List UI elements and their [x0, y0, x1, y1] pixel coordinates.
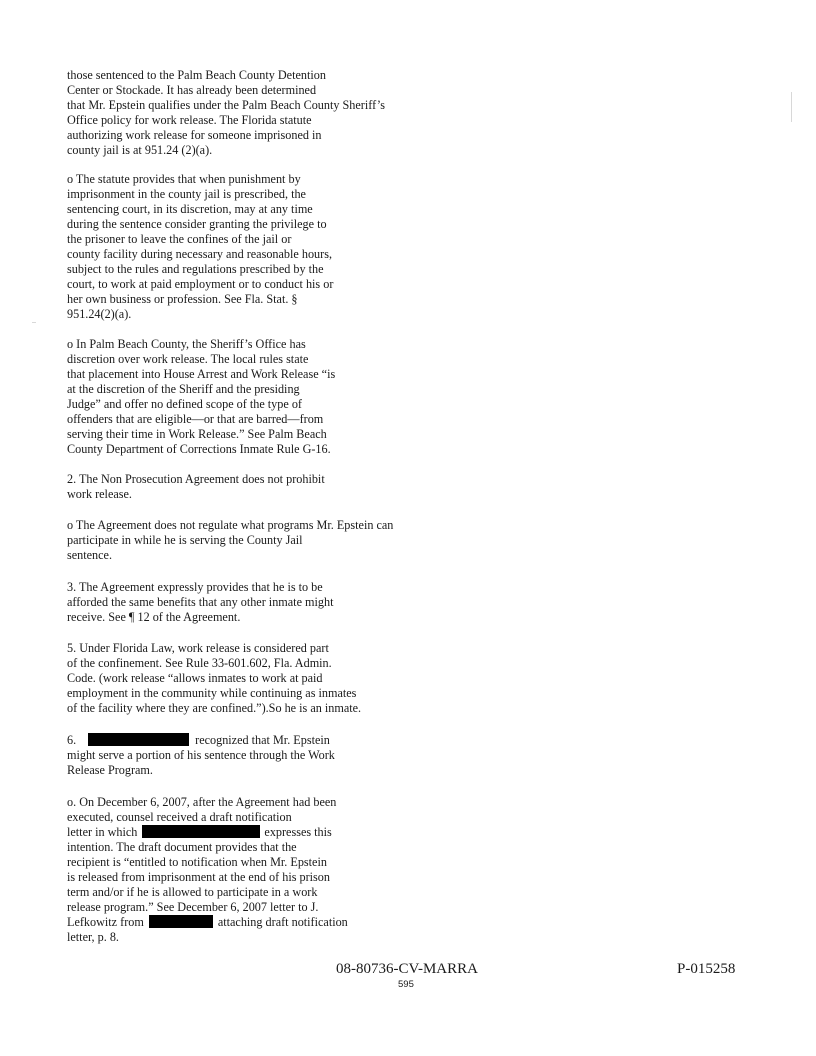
text-line: sentence.: [67, 548, 113, 562]
text-line: receive. See ¶ 12 of the Agreement.: [67, 610, 241, 624]
page-number: 595: [398, 979, 414, 990]
text-line: of the confinement. See Rule 33-601.602, Fla. Admin.: [67, 656, 332, 670]
text-line: o In Palm Beach County, the Sheriff’s Office has: [67, 337, 306, 351]
paragraph-number: 6.: [67, 733, 77, 747]
text-line: participate in while he is serving the County Jail: [67, 533, 303, 547]
text-fragment: attaching draft notification: [217, 915, 348, 929]
text-line: term and/or if he is allowed to participate in a work: [67, 885, 318, 899]
text-line: her own business or profession. See Fla. Stat. §: [67, 292, 298, 306]
text-line: serving their time in Work Release.” See Palm Beach: [67, 427, 327, 441]
text-line: of the facility where they are confined.”).So he is an inmate.: [67, 701, 362, 715]
paragraph-draft-notification: [67, 795, 348, 945]
text-line: offenders that are eligible—or that are barred—from: [67, 412, 324, 426]
text-line: the prisoner to leave the confines of the jail or: [67, 232, 292, 246]
text-line: o. On December 6, 2007, after the Agreement had been: [67, 795, 337, 809]
paragraph-sheriff-discretion: [67, 337, 335, 457]
scan-artifact: [32, 322, 36, 323]
text-line: 3. The Agreement expressly provides that he is to be: [67, 580, 323, 594]
text-fragment: expresses this: [264, 825, 332, 839]
text-fragment: Lefkowitz from: [67, 915, 144, 929]
paragraph-3-benefits: [67, 580, 333, 625]
bates-number: P-015258: [677, 961, 736, 977]
redaction-bar: [149, 915, 213, 928]
text-line: county jail is at 951.24 (2)(a).: [67, 143, 213, 157]
text-line: county facility during necessary and reasonable hours,: [67, 247, 332, 261]
text-line: those sentenced to the Palm Beach County Detention: [67, 68, 326, 82]
text-line: discretion over work release. The local rules state: [67, 352, 309, 366]
paragraph-agreement-programs: [67, 518, 393, 563]
text-fragment: letter in which: [67, 825, 138, 839]
text-line: executed, counsel received a draft notification: [67, 810, 292, 824]
paragraph-statute-provision: [67, 172, 333, 322]
text-line: might serve a portion of his sentence through the Work: [67, 748, 335, 762]
text-line: letter, p. 8.: [67, 930, 119, 944]
text-line: o The Agreement does not regulate what programs Mr. Epstein can: [67, 518, 394, 532]
text-line: [67, 733, 335, 748]
text-line: Judge” and offer no defined scope of the type of: [67, 397, 302, 411]
text-line: County Department of Corrections Inmate Rule G-16.: [67, 442, 331, 456]
text-line: during the sentence consider granting the privilege to: [67, 217, 327, 231]
text-line: release program.” See December 6, 2007 letter to J.: [67, 900, 319, 914]
text-line: afforded the same benefits that any other inmate might: [67, 595, 334, 609]
text-line: [67, 915, 348, 930]
text-line: 951.24(2)(a).: [67, 307, 132, 321]
text-line: Center or Stockade. It has already been determined: [67, 83, 317, 97]
paragraph-6-recognition: [67, 733, 335, 778]
text-line: authorizing work release for someone imprisoned in: [67, 128, 322, 142]
text-line: that placement into House Arrest and Work Release “is: [67, 367, 336, 381]
redaction-bar: [88, 733, 189, 746]
text-line: intention. The draft document provides that the: [67, 840, 297, 854]
text-line: o The statute provides that when punishment by: [67, 172, 301, 186]
text-line: court, to work at paid employment or to conduct his or: [67, 277, 334, 291]
text-line: is released from imprisonment at the end of his prison: [67, 870, 330, 884]
scan-artifact: [791, 92, 792, 122]
text-line: Release Program.: [67, 763, 153, 777]
text-line: 2. The Non Prosecution Agreement does not prohibit: [67, 472, 325, 486]
text-line: [67, 825, 348, 840]
text-line: 5. Under Florida Law, work release is considered part: [67, 641, 329, 655]
redaction-bar: [142, 825, 260, 838]
text-line: Office policy for work release. The Florida statute: [67, 113, 312, 127]
text-line: Code. (work release “allows inmates to work at paid: [67, 671, 323, 685]
text-line: employment in the community while continuing as inmates: [67, 686, 357, 700]
paragraph-work-release-eligibility: [67, 68, 385, 158]
text-line: at the discretion of the Sheriff and the presiding: [67, 382, 300, 396]
text-line: sentencing court, in its discretion, may at any time: [67, 202, 313, 216]
text-line: work release.: [67, 487, 132, 501]
case-number: 08-80736-CV-MARRA: [336, 961, 478, 977]
text-line: that Mr. Epstein qualifies under the Palm Beach County Sheriff’s: [67, 98, 385, 112]
paragraph-5-florida-law: [67, 641, 361, 716]
text-line: imprisonment in the county jail is prescribed, the: [67, 187, 306, 201]
text-line: subject to the rules and regulations prescribed by the: [67, 262, 324, 276]
text-fragment: recognized that Mr. Epstein: [195, 733, 330, 747]
paragraph-2-agreement: [67, 472, 325, 502]
text-line: recipient is “entitled to notification when Mr. Epstein: [67, 855, 327, 869]
